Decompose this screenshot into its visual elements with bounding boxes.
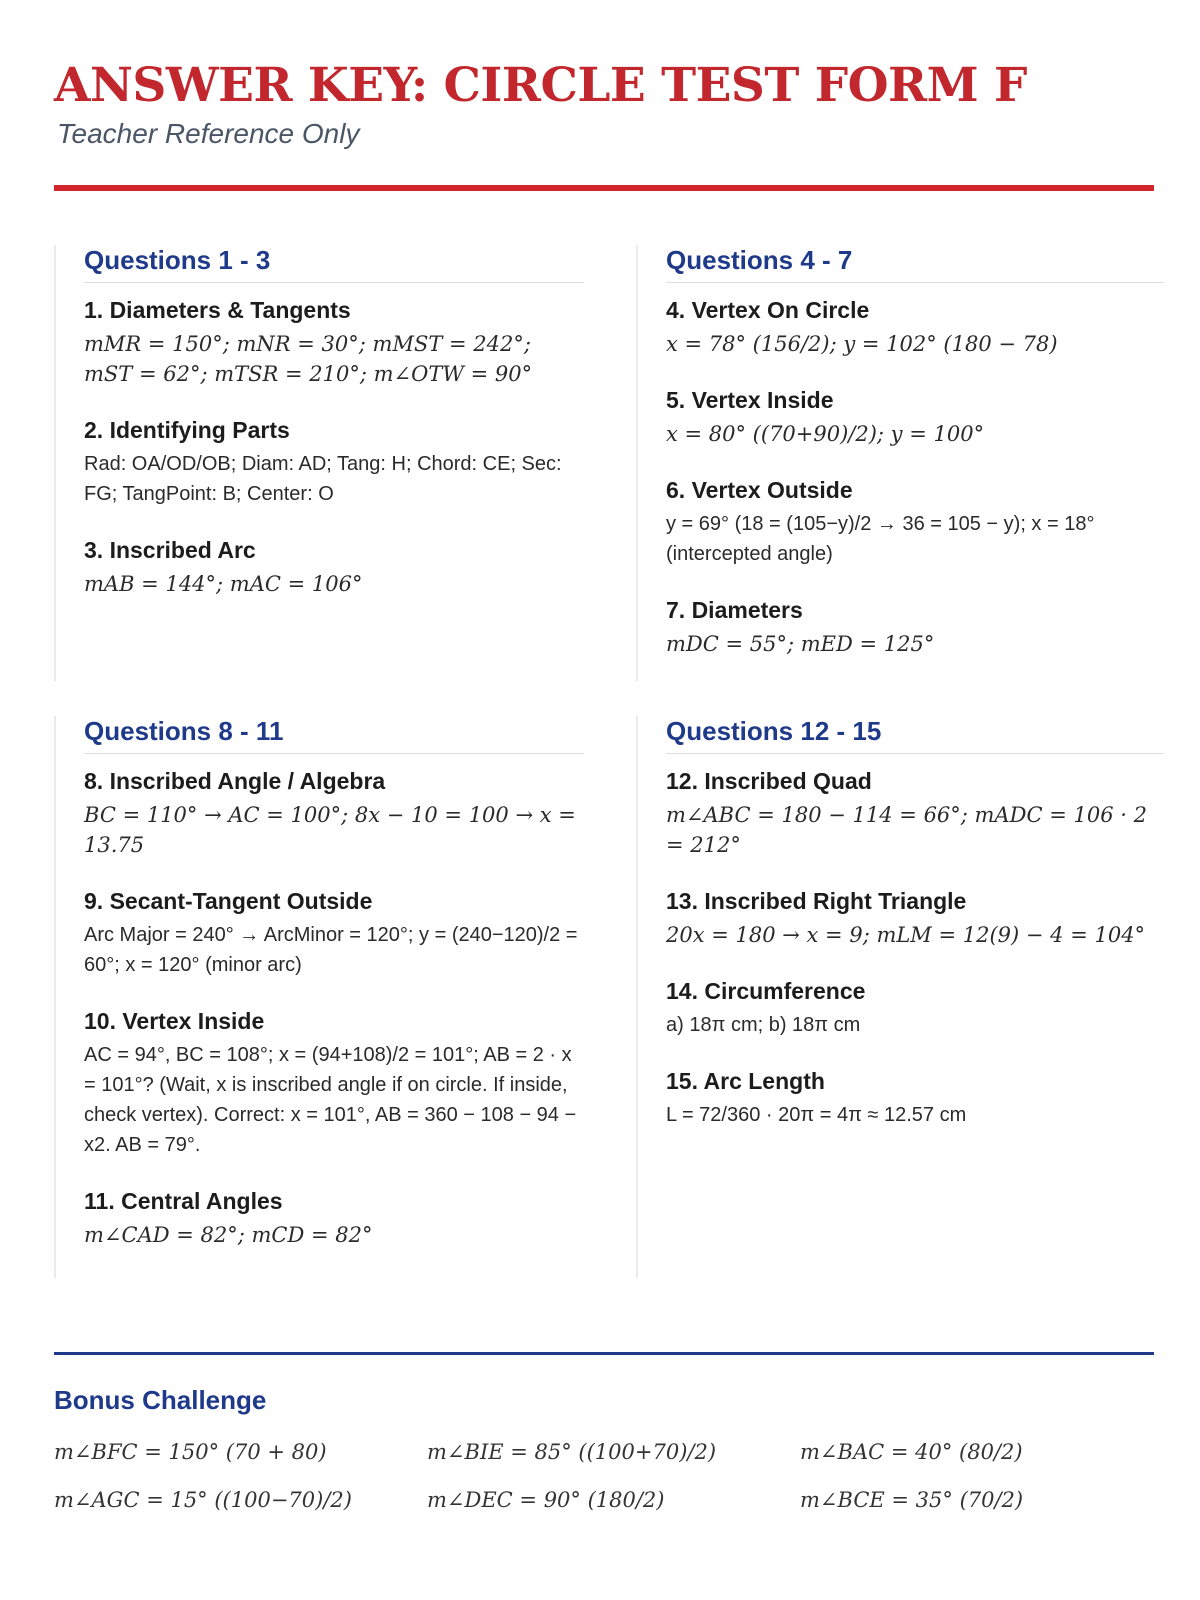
question-item xyxy=(84,1188,584,1250)
question-title: 15. Arc Length xyxy=(666,1068,825,1094)
question-answer: y = 69° (18 = (105−y)/2 → 36 = 105 − y); x = 18° (intercepted angle) xyxy=(666,513,1095,565)
question-answer: m∠ABC = 180 − 114 = 66°; mADC = 106 · 2 = 212° xyxy=(666,803,1147,857)
section-questions-8-11 xyxy=(54,716,584,1278)
bonus-divider xyxy=(54,1352,1154,1355)
bonus-item: m∠BIE = 85° ((100+70)/2) xyxy=(427,1440,717,1464)
question-title: 14. Circumference xyxy=(666,978,866,1004)
question-item xyxy=(84,417,584,509)
question-title: 12. Inscribed Quad xyxy=(666,768,872,794)
question-item xyxy=(666,597,1164,659)
section-title: Questions 1 - 3 xyxy=(84,245,584,283)
question-answer: mAB = 144°; mAC = 106° xyxy=(84,572,363,596)
bonus-title: Bonus Challenge xyxy=(54,1385,267,1415)
bonus-item: m∠DEC = 90° (180/2) xyxy=(427,1488,665,1512)
page-title: ANSWER KEY: CIRCLE TEST FORM F xyxy=(54,58,1027,113)
question-answer: mMR = 150°; mNR = 30°; mMST = 242°; mST = 62°; mTSR = 210°; m∠OTW = 90° xyxy=(84,332,533,386)
section-title: Questions 8 - 11 xyxy=(84,716,584,754)
bonus-item: m∠AGC = 15° ((100−70)/2) xyxy=(54,1488,352,1512)
question-item xyxy=(84,537,584,599)
question-item xyxy=(666,387,1164,449)
section-title: Questions 4 - 7 xyxy=(666,245,1164,283)
question-item xyxy=(84,1008,584,1160)
question-item xyxy=(84,297,584,389)
question-item xyxy=(666,297,1164,359)
bonus-item: m∠BFC = 150° (70 + 80) xyxy=(54,1440,327,1464)
section-questions-1-3 xyxy=(54,245,584,681)
section-questions-12-15 xyxy=(636,716,1164,1278)
question-title: 9. Secant-Tangent Outside xyxy=(84,888,373,914)
question-title: 13. Inscribed Right Triangle xyxy=(666,888,967,914)
question-title: 6. Vertex Outside xyxy=(666,477,853,503)
question-title: 3. Inscribed Arc xyxy=(84,537,256,563)
question-answer: Rad: OA/OD/OB; Diam: AD; Tang: H; Chord: CE; Sec: FG; TangPoint: B; Center: O xyxy=(84,453,562,505)
question-answer: mDC = 55°; mED = 125° xyxy=(666,632,935,656)
bonus-item: m∠BCE = 35° (70/2) xyxy=(800,1488,1024,1512)
question-answer: L = 72/360 · 20π = 4π ≈ 12.57 cm xyxy=(666,1104,967,1126)
section-title: Questions 12 - 15 xyxy=(666,716,1164,754)
question-answer: m∠CAD = 82°; mCD = 82° xyxy=(84,1223,373,1247)
question-title: 4. Vertex On Circle xyxy=(666,297,870,323)
header-divider xyxy=(54,185,1154,191)
question-answer: x = 78° (156/2); y = 102° (180 − 78) xyxy=(666,332,1058,356)
question-item xyxy=(666,1068,1164,1130)
page-subtitle: Teacher Reference Only xyxy=(57,118,360,149)
question-title: 8. Inscribed Angle / Algebra xyxy=(84,768,386,794)
question-answer: a) 18π cm; b) 18π cm xyxy=(666,1014,861,1036)
question-item xyxy=(666,978,1164,1040)
question-title: 1. Diameters & Tangents xyxy=(84,297,351,323)
bonus-grid xyxy=(54,1435,1164,1517)
question-title: 10. Vertex Inside xyxy=(84,1008,265,1034)
question-item xyxy=(666,768,1164,860)
question-item xyxy=(84,768,584,860)
question-title: 7. Diameters xyxy=(666,597,803,623)
question-item xyxy=(84,888,584,980)
question-item xyxy=(666,477,1164,569)
question-title: 11. Central Angles xyxy=(84,1188,283,1214)
question-answer: Arc Major = 240° → ArcMinor = 120°; y = (240−120)/2 = 60°; x = 120° (minor arc) xyxy=(84,924,578,976)
question-answer: x = 80° ((70+90)/2); y = 100° xyxy=(666,422,985,446)
question-title: 2. Identifying Parts xyxy=(84,417,290,443)
question-answer: 20x = 180 → x = 9; mLM = 12(9) − 4 = 104° xyxy=(666,923,1146,947)
question-answer: BC = 110° → AC = 100°; 8x − 10 = 100 → x = 13.75 xyxy=(84,803,576,857)
question-title: 5. Vertex Inside xyxy=(666,387,834,413)
bonus-item: m∠BAC = 40° (80/2) xyxy=(800,1440,1023,1464)
section-questions-4-7 xyxy=(636,245,1164,681)
question-item xyxy=(666,888,1164,950)
question-answer: AC = 94°, BC = 108°; x = (94+108)/2 = 101°; AB = 2 · x = 101°? (Wait, x is inscribed angle if on circle. If inside, check vertex). Correct: x = 101°, AB = 360 − 108 − 94 − x2. AB = 79°. xyxy=(84,1044,577,1156)
